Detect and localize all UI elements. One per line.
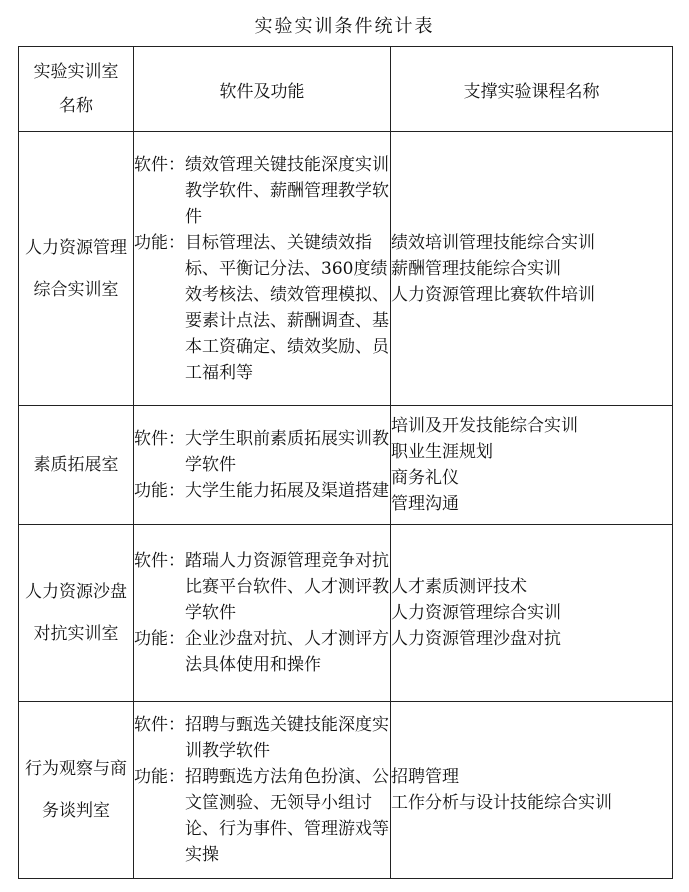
course-item: 人力资源管理比赛软件培训	[391, 284, 595, 305]
software-function-cell	[134, 406, 391, 525]
course-item: 人才素质测评技术	[391, 577, 527, 597]
function-text: 目标管理法、关键绩效指标、平衡记分法、360度绩效考核法、绩效管理模拟、要素计点法、薪酬调查、基本工资确定、绩效奖励、员工福利等	[185, 232, 389, 383]
course-item: 薪酬管理技能综合实训	[391, 258, 561, 279]
lab-name: 素质拓展室	[19, 406, 134, 525]
course-item: 管理沟通	[391, 494, 459, 514]
header-courses: 支撑实验课程名称	[391, 47, 673, 132]
software-entry	[134, 152, 390, 230]
course-item: 培训及开发技能综合实训	[391, 416, 578, 436]
software-entry	[134, 548, 390, 626]
software-function-cell	[134, 525, 391, 702]
courses-cell	[391, 132, 673, 406]
software-function-cell	[134, 132, 391, 406]
table-row	[19, 132, 673, 406]
course-item: 人力资源管理综合实训	[391, 603, 561, 623]
function-text: 企业沙盘对抗、人才测评方法具体使用和操作	[185, 629, 389, 675]
page-title: 实验实训条件统计表	[254, 16, 435, 37]
software-label: 软件：	[134, 154, 185, 175]
function-label: 功能：	[134, 629, 185, 649]
software-text: 绩效管理关键技能深度实训教学软件、薪酬管理教学软件	[185, 154, 389, 227]
function-entry	[134, 764, 390, 868]
software-entry	[134, 426, 390, 478]
function-entry	[134, 478, 390, 504]
table-row	[19, 525, 673, 702]
course-item: 商务礼仪	[391, 468, 459, 488]
course-item: 工作分析与设计技能综合实训	[391, 793, 612, 813]
software-label: 软件：	[134, 551, 185, 571]
header-lab-name: 实验实训室名称	[19, 47, 134, 132]
course-item: 职业生涯规划	[391, 442, 493, 462]
software-text: 招聘与甄选关键技能深度实训教学软件	[185, 715, 389, 761]
table-header-row	[19, 47, 673, 132]
software-label: 软件：	[134, 715, 185, 735]
course-item: 绩效培训管理技能综合实训	[391, 232, 595, 253]
software-entry	[134, 712, 390, 764]
courses-cell	[391, 406, 673, 525]
function-entry	[134, 626, 390, 678]
course-item: 人力资源管理沙盘对抗	[391, 629, 561, 649]
courses-cell	[391, 525, 673, 702]
lab-conditions-table	[18, 46, 673, 879]
software-function-cell	[134, 702, 391, 879]
function-label: 功能：	[134, 767, 185, 787]
lab-name: 人力资源沙盘对抗实训室	[19, 525, 134, 702]
header-software: 软件及功能	[134, 47, 391, 132]
lab-name: 人力资源管理综合实训室	[19, 132, 134, 406]
software-label: 软件：	[134, 429, 185, 449]
table-row	[19, 406, 673, 525]
function-entry	[134, 230, 390, 386]
function-text: 大学生能力拓展及渠道搭建	[185, 481, 389, 501]
function-text: 招聘甄选方法角色扮演、公文筐测验、无领导小组讨论、行为事件、管理游戏等实操	[185, 767, 389, 865]
table-row	[19, 702, 673, 879]
function-label: 功能：	[134, 481, 185, 501]
software-text: 大学生职前素质拓展实训教学软件	[185, 429, 389, 475]
courses-cell	[391, 702, 673, 879]
software-text: 踏瑞人力资源管理竞争对抗比赛平台软件、人才测评教学软件	[185, 551, 389, 623]
course-item: 招聘管理	[391, 767, 459, 787]
function-label: 功能：	[134, 232, 185, 253]
lab-name: 行为观察与商务谈判室	[19, 702, 134, 879]
